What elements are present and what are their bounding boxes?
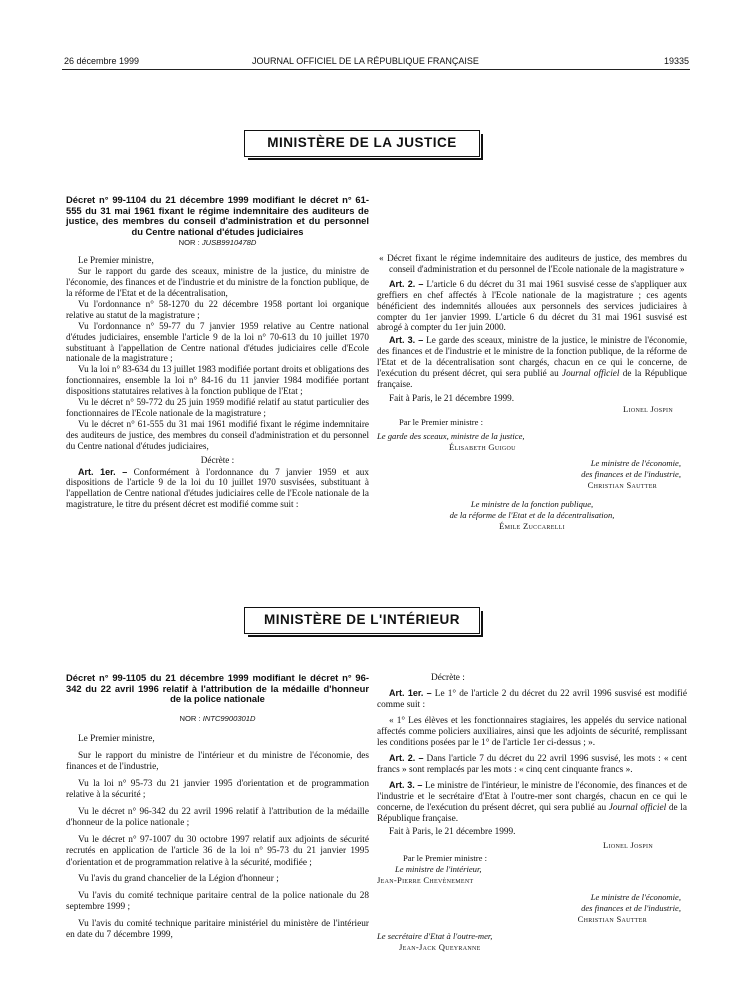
- justice-visa-4: Vu le décret n° 59-772 du 25 juin 1959 modifié relatif au statut particulier des fonctionnaires de l'Ecole nationale de la magistrature ;: [66, 397, 369, 418]
- interieur-eco-role-1: Le ministre de l'économie,: [590, 892, 681, 902]
- interieur-fait: Fait à Paris, le 21 décembre 1999.: [389, 827, 516, 837]
- header-rule: [62, 69, 690, 70]
- interieur-visa-6: Vu l'avis du comité technique paritaire ministériel du ministère de l'intérieur en date du 7 décembre 1999,: [66, 918, 369, 941]
- justice-nor: NOR : JUSB9910478D: [178, 238, 257, 248]
- justice-visa-5: Vu le décret n° 61-555 du 31 mai 1961 modifié fixant le régime indemnitaire des auditeurs de justice, des membres du conseil d'administration et du personnel du Centre national d'études judiciaires,: [66, 418, 369, 451]
- interieur-right-column: [377, 673, 687, 953]
- interieur-int-role: Le ministre de l'intérieur,: [395, 864, 482, 874]
- justice-eco-name: Christian Sautter: [587, 480, 657, 491]
- justice-eco-role-2: des finances et de l'industrie,: [581, 469, 681, 480]
- interieur-pm-name: Lionel Jospin: [603, 840, 653, 850]
- interieur-visa-5: Vu l'avis du comité technique paritaire central de la police nationale du 28 septembre 1999 ;: [66, 890, 369, 913]
- justice-left-column: [66, 195, 369, 510]
- interieur-visa-4: Vu l'avis du grand chancelier de la Légion d'honneur ;: [78, 874, 279, 885]
- justice-fp-role-1: Le ministre de la fonction publique,: [470, 499, 594, 510]
- interieur-nor: NOR : INTC9900301D: [179, 713, 256, 723]
- justice-article-2: Art. 2. – L'article 6 du décret du 31 mai 1961 susvisé cesse de s'appliquer aux greffiers en chef affectés à l'Ecole nationale de la magistrature ; ces agents bénéficient des indemnités allouées aux personnels des services judiciaires à compter du 1er janvier 1999. L'article 6 du décret du 31 mai 1961 susvisé est abrogé à compter du 1er juin 2000.: [377, 278, 688, 333]
- justice-visa-1: Vu l'ordonnance n° 58-1270 du 22 décembre 1958 portant loi organique relative au statut de la magistrature ;: [66, 298, 369, 320]
- interieur-pm-intro: Par le Premier ministre :: [403, 853, 488, 863]
- justice-garde-role: Le garde des sceaux, ministre de la justice,: [377, 430, 525, 441]
- justice-decrete: Décrète :: [200, 454, 235, 465]
- interieur-decree-title: Décret n° 99-1105 du 21 décembre 1999 modifiant le décret n° 96-342 du 22 avril 1996 relatif à l'attribution de la médaille d'honneur de la police nationale: [66, 672, 369, 705]
- interieur-eco-name: Christian Sautter: [577, 914, 647, 924]
- interieur-left-column: [66, 673, 369, 942]
- ministry-justice-box: [244, 130, 480, 157]
- justice-fp-role-2: de la réforme de l'Etat et de la décentralisation,: [449, 510, 615, 521]
- interieur-visa-2: Vu le décret n° 96-342 du 22 avril 1996 relatif à l'attribution de la médaille d'honneur de la police nationale ;: [66, 806, 369, 829]
- interieur-article-3: Art. 3. – Le ministre de l'intérieur, le ministre de l'économie, des finances et de l'industrie et le secrétaire d'Etat à l'outre-mer sont chargés, chacun en ce qui le concerne, de l'exécution du présent décret, qui sera publié au Journal officiel de la République française.: [377, 780, 687, 824]
- justice-quote: « Décret fixant le régime indemnitaire des auditeurs de justice, des membres du conseil d'administration et du personnel de l'Ecole nationale de la magistrature »: [379, 253, 687, 274]
- justice-garde-name: Élisabeth Guigou: [449, 441, 516, 452]
- header-date: 26 décembre 1999: [64, 56, 140, 66]
- justice-rapport: Sur le rapport du garde des sceaux, ministre de la justice, du ministre de l'économie, des finances et de l'industrie et du ministre de la fonction publique, de la réforme de l'Etat et de la décentralisation,: [66, 266, 369, 298]
- justice-article-3: Art. 3. – Le garde des sceaux, ministre de la justice, le ministre de l'économie, des finances et de l'industrie et le ministre de la fonction publique, de la réforme de l'Etat et de la décentralisation sont chargés, chacun en ce qui le concerne, de l'exécution du présent décret, qui sera publié au Journal officiel de la République française.: [377, 335, 688, 389]
- ministry-interieur-box: [244, 607, 480, 634]
- justice-article-1: Art. 1er. – Conformément à l'ordonnance du 7 janvier 1959 et aux dispositions de l'article 9 de la loi du 10 juillet 1970 susvisées, substituant à l'appellation de Centre national d'études judiciaires celle de l'Ecole nationale de la magistrature, le titre du présent décret est modifié comme suit :: [66, 466, 369, 510]
- interieur-visa-3: Vu le décret n° 97-1007 du 30 octobre 1997 relatif aux adjoints de sécurité recrutés en application de l'article 36 de la loi n° 95-73 du 21 janvier 1995 d'orientation et de programmation relative à la sécurité, modifiée ;: [66, 834, 369, 868]
- interieur-premier: Le Premier ministre,: [78, 734, 155, 745]
- header-journal: JOURNAL OFFICIEL DE LA RÉPUBLIQUE FRANÇAISE: [252, 56, 479, 66]
- justice-visa-2: Vu l'ordonnance n° 59-77 du 7 janvier 1959 relative au Centre national d'études judiciaires, ensemble l'article 9 de la loi n° 70-613 du 10 juillet 1970 substituant à l'appellation de Centre national d'études judiciaires celle d'Ecole nationale de la magistrature ;: [66, 320, 369, 364]
- justice-visa-3: Vu la loi n° 83-634 du 13 juillet 1983 modifiée portant droits et obligations des fonctionnaires, ensemble la loi n° 84-16 du 11 janvier 1984 modifiée portant dispositions statutaires relatives à la fonction publique de l'Etat ;: [66, 364, 369, 397]
- interieur-rapport: Sur le rapport du ministre de l'intérieur et du ministre de l'économie, des finances et de l'industrie,: [66, 750, 369, 773]
- justice-pm-intro: Par le Premier ministre :: [399, 416, 484, 427]
- interieur-article-2: Art. 2. – Dans l'article 7 du décret du 22 avril 1996 susvisé, les mots : « cent francs » sont remplacés par les mots : « cinq cent cinquante francs ».: [377, 753, 687, 775]
- interieur-quote: « 1° Les élèves et les fonctionnaires stagiaires, les appelés du service national affectés comme policiers auxiliaires, ainsi que les adjoints de sécurité, remplissant les conditions posées par le 1° de l'article 1er ci-dessus ; ».: [377, 716, 687, 748]
- header-page-number: 19335: [663, 56, 689, 66]
- justice-pm-name: Lionel Jospin: [623, 403, 673, 414]
- interieur-om-role: Le secrétaire d'Etat à l'outre-mer,: [377, 931, 493, 941]
- ministry-justice-heading: MINISTÈRE DE LA JUSTICE: [267, 135, 457, 150]
- interieur-article-1: Art. 1er. – Le 1° de l'article 2 du décret du 22 avril 1996 susvisé est modifié comme suit :: [377, 688, 687, 710]
- justice-premier: Le Premier ministre,: [78, 255, 154, 266]
- interieur-int-name: Jean-Pierre Chevènement: [377, 875, 474, 885]
- justice-fait: Fait à Paris, le 21 décembre 1999.: [389, 392, 515, 403]
- justice-right-column: [377, 195, 687, 532]
- justice-decree-title: Décret n° 99-1104 du 21 décembre 1999 modifiant le décret n° 61-555 du 31 mai 1961 fixant le régime indemnitaire des auditeurs de justice, des membres du conseil d'administration et du personnel du Centre national d'études judiciaires: [66, 194, 369, 237]
- interieur-decrete: Décrète :: [431, 673, 465, 683]
- justice-eco-role-1: Le ministre de l'économie,: [590, 458, 681, 469]
- interieur-om-name: Jean-Jack Queyranne: [399, 942, 481, 952]
- justice-fp-name: Émile Zuccarelli: [499, 520, 565, 531]
- interieur-visa-1: Vu la loi n° 95-73 du 21 janvier 1995 d'orientation et de programmation relative à la sécurité ;: [66, 778, 369, 801]
- ministry-interieur-heading: MINISTÈRE DE L'INTÉRIEUR: [264, 612, 460, 627]
- interieur-eco-role-2: des finances et de l'industrie,: [581, 903, 681, 913]
